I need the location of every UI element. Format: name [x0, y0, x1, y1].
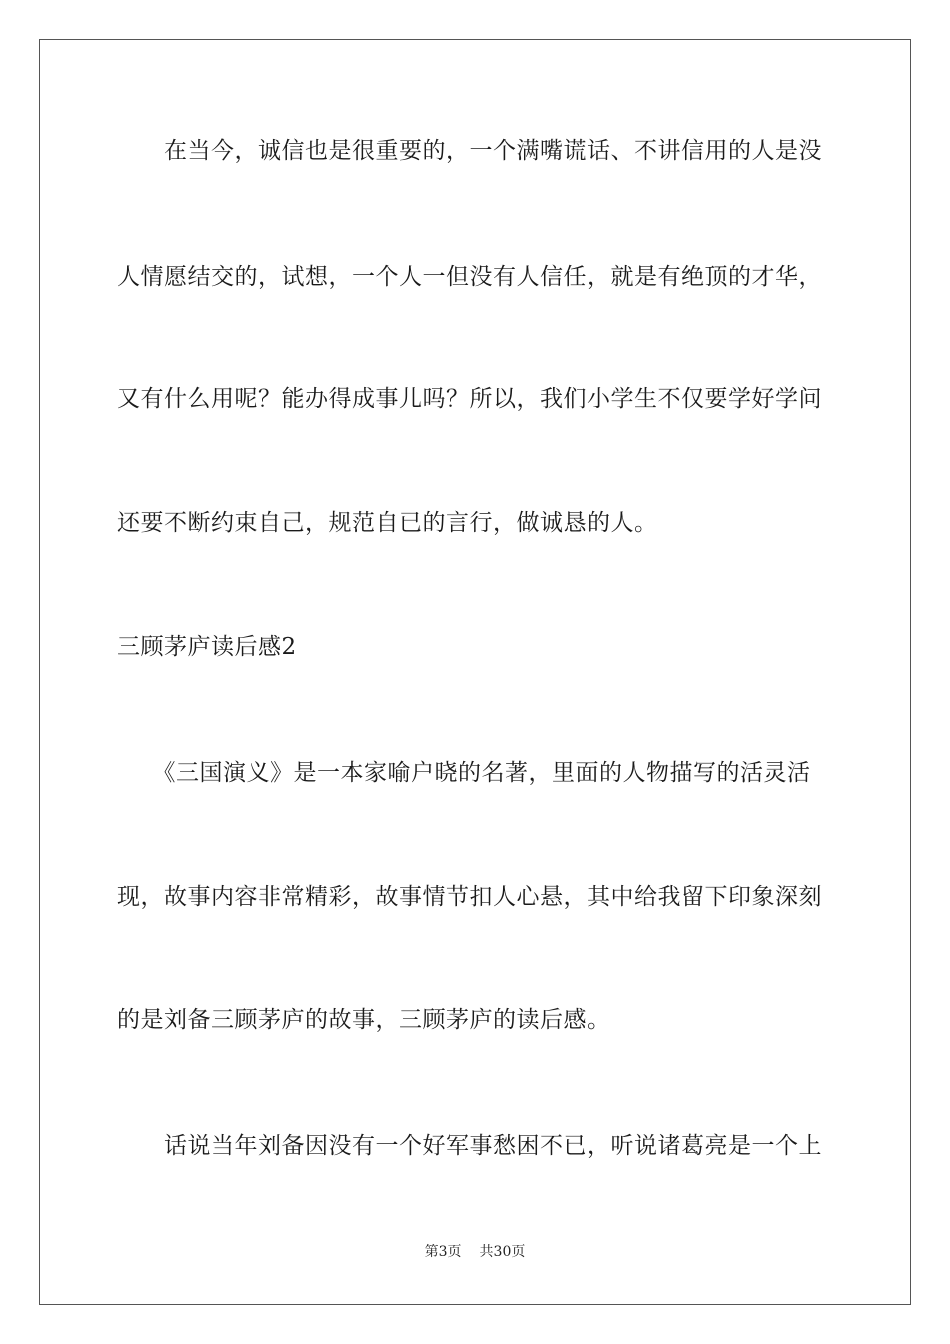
text-line: 《三国演义》是一本家喻户晓的名著，里面的人物描写的活灵活	[117, 760, 811, 786]
text-line: 还要不断约束自己，规范自已的言行，做诚恳的人。	[117, 510, 658, 536]
page-frame	[39, 39, 911, 1305]
section-heading: 三顾茅庐读后感2	[117, 634, 297, 660]
text-line: 人情愿结交的，试想，一个人一但没有人信任，就是有绝顶的才华，	[117, 264, 822, 290]
text-line: 在当今，诚信也是很重要的，一个满嘴谎话、不讲信用的人是没	[117, 138, 822, 164]
page-number: 第3页	[424, 1244, 462, 1260]
text-line: 现，故事内容非常精彩，故事情节扣人心悬，其中给我留下印象深刻	[117, 884, 822, 910]
page-footer	[0, 1241, 950, 1261]
page-total: 共30页	[479, 1244, 526, 1260]
text-line: 又有什么用呢？能办得成事儿吗？所以，我们小学生不仅要学好学问	[117, 386, 822, 412]
text-line: 的是刘备三顾茅庐的故事，三顾茅庐的读后感。	[117, 1007, 611, 1033]
text-line: 话说当年刘备因没有一个好军事愁困不已，听说诸葛亮是一个上	[117, 1133, 822, 1159]
